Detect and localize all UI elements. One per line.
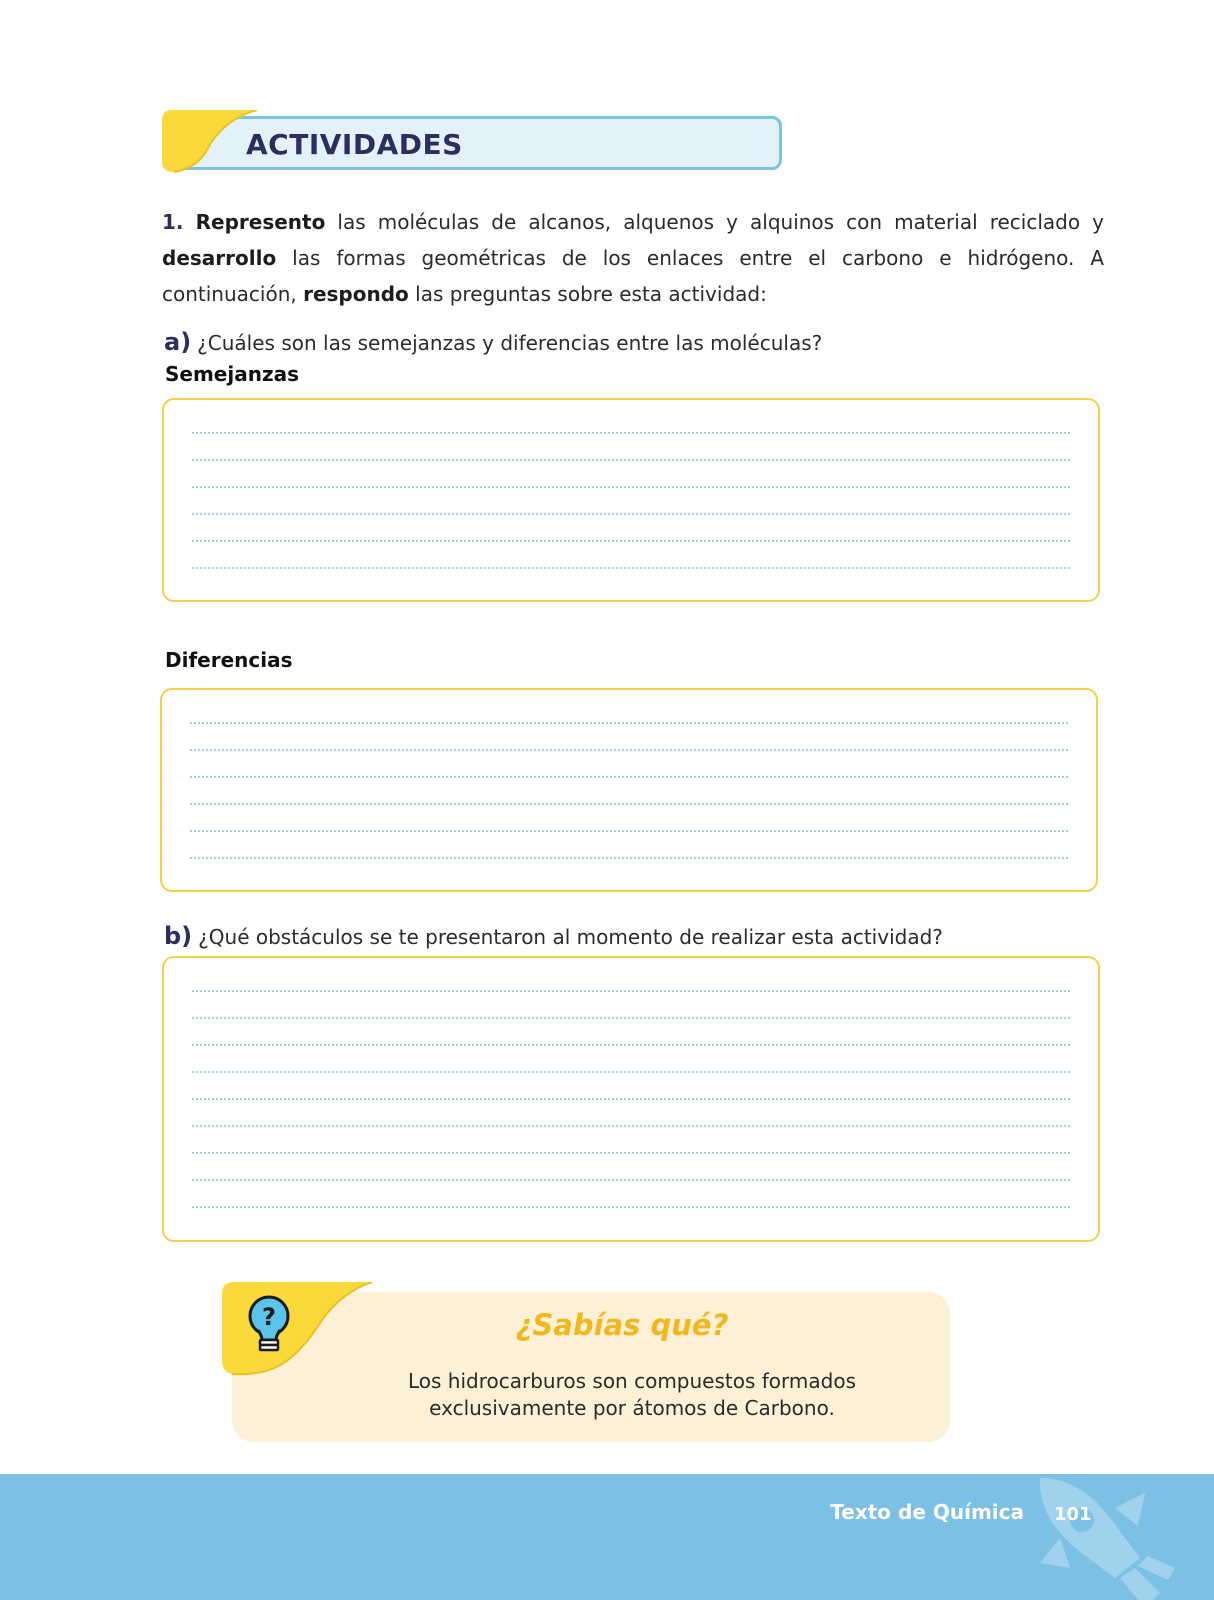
answer-line (192, 1179, 1070, 1181)
activities-header (162, 110, 792, 176)
instruction-verb-2: desarrollo (162, 246, 277, 270)
answer-line (190, 776, 1068, 778)
instruction-text-3: las preguntas sobre esta actividad: (408, 282, 767, 306)
question-a-text: ¿Cuáles son las semejanzas y diferencias entre las moléculas? (197, 331, 823, 355)
callout-title: ¿Sabías qué? (515, 1308, 729, 1342)
question-b-text: ¿Qué obstáculos se te presentaron al momento de realizar esta actividad? (198, 925, 943, 949)
answer-line (190, 749, 1068, 751)
answer-line (190, 722, 1068, 724)
answer-line (190, 830, 1068, 832)
similarities-answer-box[interactable] (162, 398, 1100, 602)
callout-text (342, 1368, 922, 1422)
answer-line (192, 1017, 1070, 1019)
answer-line (192, 1206, 1070, 1208)
question-b-letter: b) (164, 922, 193, 950)
callout-text-line-2: exclusivamente por átomos de Carbono. (429, 1396, 835, 1420)
question-b (164, 922, 943, 950)
page-footer (0, 1474, 1214, 1600)
header-title: ACTIVIDADES (246, 128, 463, 161)
callout-text-line-1: Los hidrocarburos son compuestos formados (408, 1369, 856, 1393)
book-title: Texto de Química (830, 1500, 1024, 1524)
answer-line (192, 567, 1070, 569)
answer-line (190, 857, 1068, 859)
answer-line (190, 803, 1068, 805)
answer-line (192, 1071, 1070, 1073)
answer-line (192, 513, 1070, 515)
instruction-text-2: las formas geométricas de los enlaces entre el carbono e hidrógeno. A continuación, (162, 246, 1104, 306)
obstacles-answer-box[interactable] (162, 956, 1100, 1242)
differences-label: Diferencias (165, 648, 293, 672)
did-you-know-callout (222, 1282, 962, 1446)
instruction-verb-1: Represento (195, 210, 326, 234)
question-a (164, 328, 822, 356)
svg-text:?: ? (262, 1303, 276, 1331)
instruction-number: 1. (162, 210, 184, 234)
answer-line (192, 1125, 1070, 1127)
answer-line (192, 432, 1070, 434)
rocket-icon (1020, 1474, 1190, 1600)
answer-line (192, 486, 1070, 488)
question-a-letter: a) (164, 328, 192, 356)
differences-answer-box[interactable] (160, 688, 1098, 892)
instruction-paragraph (162, 204, 1104, 312)
answer-line (192, 990, 1070, 992)
similarities-label: Semejanzas (165, 362, 300, 386)
answer-line (192, 1098, 1070, 1100)
instruction-verb-3: respondo (303, 282, 409, 306)
instruction-text-1: las moléculas de alcanos, alquenos y alquinos con material reciclado y (325, 210, 1105, 234)
answer-line (192, 459, 1070, 461)
answer-line (192, 1152, 1070, 1154)
answer-line (192, 540, 1070, 542)
page-number: 101 (1054, 1504, 1092, 1525)
answer-line (192, 1044, 1070, 1046)
